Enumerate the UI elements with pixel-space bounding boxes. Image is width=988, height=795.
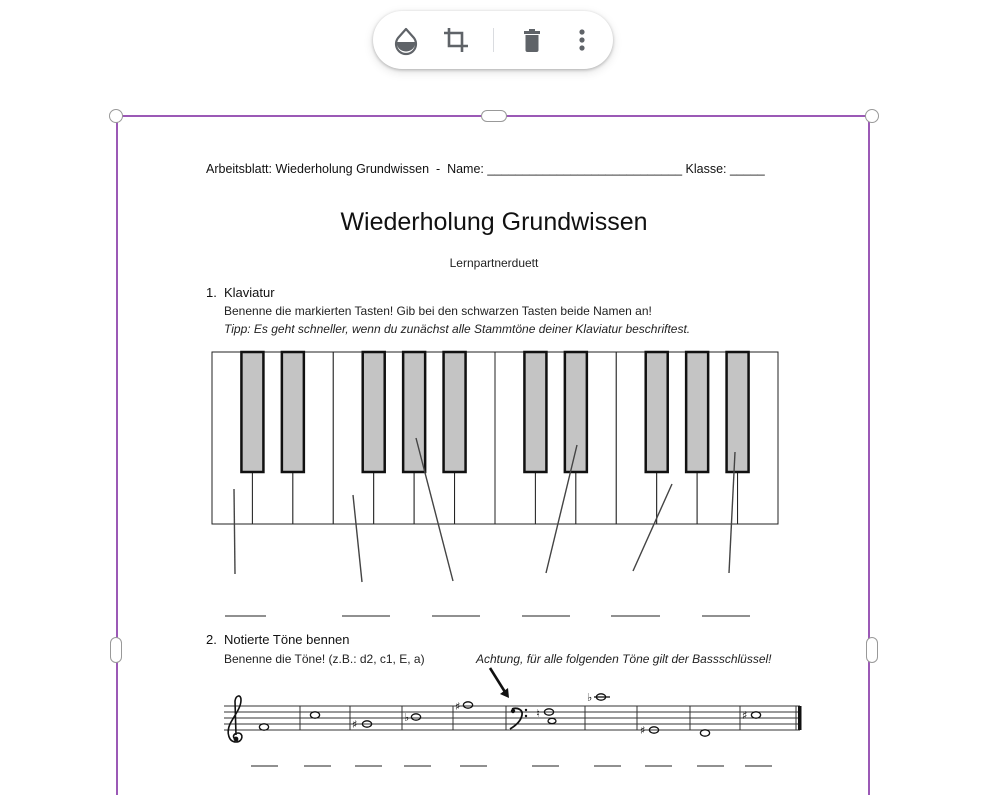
note-10 [742, 709, 761, 722]
note-6 [536, 707, 556, 724]
bass-clef-icon [510, 708, 527, 729]
svg-text:♯: ♯ [455, 700, 461, 713]
section2-number: 2. [206, 632, 217, 647]
worksheet-header: Arbeitsblatt: Wiederholung Grundwissen - Name: ____________________________ Klasse: _____ [206, 162, 765, 176]
note-4 [404, 711, 421, 724]
svg-text:♯: ♯ [352, 718, 358, 731]
svg-text:♭: ♭ [404, 711, 410, 724]
arrow-icon [490, 668, 509, 698]
treble-clef-icon [228, 696, 242, 742]
section1-tip: Tipp: Es geht schneller, wenn du zunächst alle Stammtöne deiner Klaviatur beschriftest. [224, 322, 691, 336]
section2-instruction: Benenne die Töne! (z.B.: d2, c1, E, a) [224, 652, 425, 666]
note-2 [310, 712, 319, 718]
svg-text:♯: ♯ [640, 724, 646, 737]
note-5 [455, 700, 473, 713]
section1-heading: Klaviatur [224, 285, 275, 300]
worksheet-title: Wiederholung Grundwissen [340, 208, 648, 236]
note-3 [352, 718, 372, 731]
section1-number: 1. [206, 285, 217, 300]
svg-text:♮: ♮ [536, 707, 540, 720]
section1-instruction: Benenne die markierten Tasten! Gib bei den schwarzen Tasten beide Namen an! [224, 304, 652, 318]
section2-heading: Notierte Töne bennen [224, 632, 350, 647]
svg-text:♯: ♯ [742, 709, 748, 722]
note-1 [259, 724, 268, 730]
note-7 [587, 691, 610, 704]
svg-text:♭: ♭ [587, 691, 593, 704]
note-9 [700, 730, 709, 736]
worksheet-subtitle: Lernpartnerduett [449, 256, 539, 270]
note-8 [640, 724, 659, 737]
final-barline [798, 706, 802, 730]
section2-warning: Achtung, für alle folgenden Töne gilt der Bassschlüssel! [476, 652, 772, 666]
